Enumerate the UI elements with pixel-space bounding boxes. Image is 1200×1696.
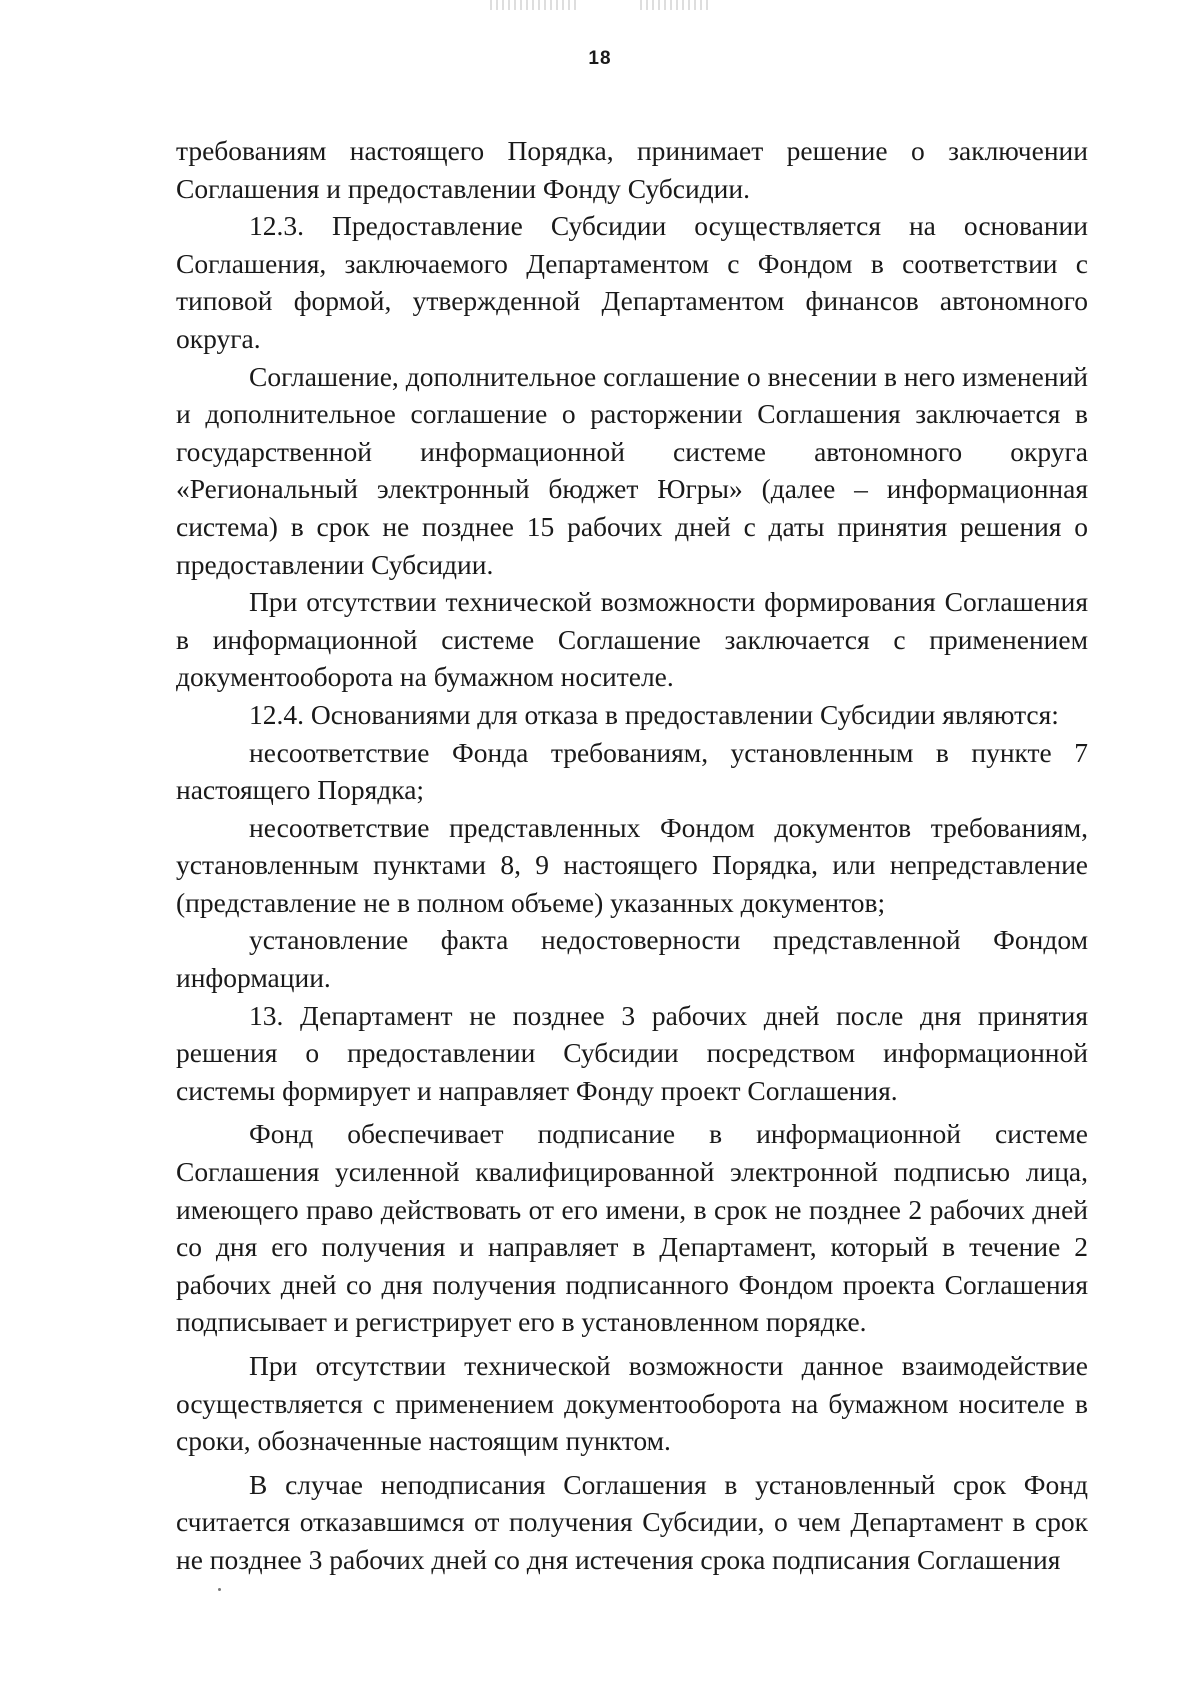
page-number: 18 [588,48,612,69]
paragraph: При отсутствии технической возможности данное взаимодействие осуществляется с применением документооборота на бумажном носителе в сроки, обозначенные настоящим пунктом. [176,1350,1088,1457]
paragraph: Соглашение, дополнительное соглашение о внесении в него изменений и дополнительное соглашение о расторжении Соглашения заключается в государственной информационной системе автономного округа «Региональный электронный бюджет Югры» (далее – информационная система) в срок не позднее 15 рабочих дней с даты принятия решения о предоставлении Субсидии. [176,360,1088,580]
paragraph: 13. Департамент не позднее 3 рабочих дней после дня принятия решения о предоставлении Субсидии посредством информационной системы формирует и направляет Фонду проект Соглашения. [176,999,1088,1106]
paragraph: установление факта недостоверности представленной Фондом информации. [176,924,1088,994]
scan-artifact [640,0,710,10]
document-body [176,132,1088,1579]
paragraph: 12.3. Предоставление Субсидии осуществляется на основании Соглашения, заключаемого Департаментом с Фондом в соответствии с типовой формой, утвержденной Департаментом финансов автономного округа. [176,210,1088,354]
scan-artifact [218,1588,221,1591]
paragraph: Фонд обеспечивает подписание в информационной системе Соглашения усиленной квалифицированной электронной подписью лица, имеющего право действовать от его имени, в срок не позднее 2 рабочих дней со дня его получения и направляет в Департамент, который в течение 2 рабочих дней со дня получения подписанного Фондом проекта Соглашения подписывает и регистрирует его в установленном порядке. [176,1118,1088,1338]
paragraph: 12.4. Основаниями для отказа в предоставлении Субсидии являются: [249,698,1059,730]
paragraph: несоответствие представленных Фондом документов требованиям, установленным пунктами 8, 9 настоящего Порядка, или непредставление (представление не в полном объеме) указанных документов; [176,811,1088,918]
paragraph: несоответствие Фонда требованиям, установленным в пункте 7 настоящего Порядка; [176,736,1088,806]
paragraph: В случае неподписания Соглашения в установленный срок Фонд считается отказавшимся от получения Субсидии, о чем Департамент в срок не позднее 3 рабочих дней со дня истечения срока подписания Соглашения [176,1468,1088,1575]
paragraph: При отсутствии технической возможности формирования Соглашения в информационной системе Соглашение заключается с применением документооборота на бумажном носителе. [176,586,1088,693]
scan-artifact [490,0,580,10]
paragraph: требованиям настоящего Порядка, принимает решение о заключении Соглашения и предоставлении Фонду Субсидии. [176,135,1088,204]
